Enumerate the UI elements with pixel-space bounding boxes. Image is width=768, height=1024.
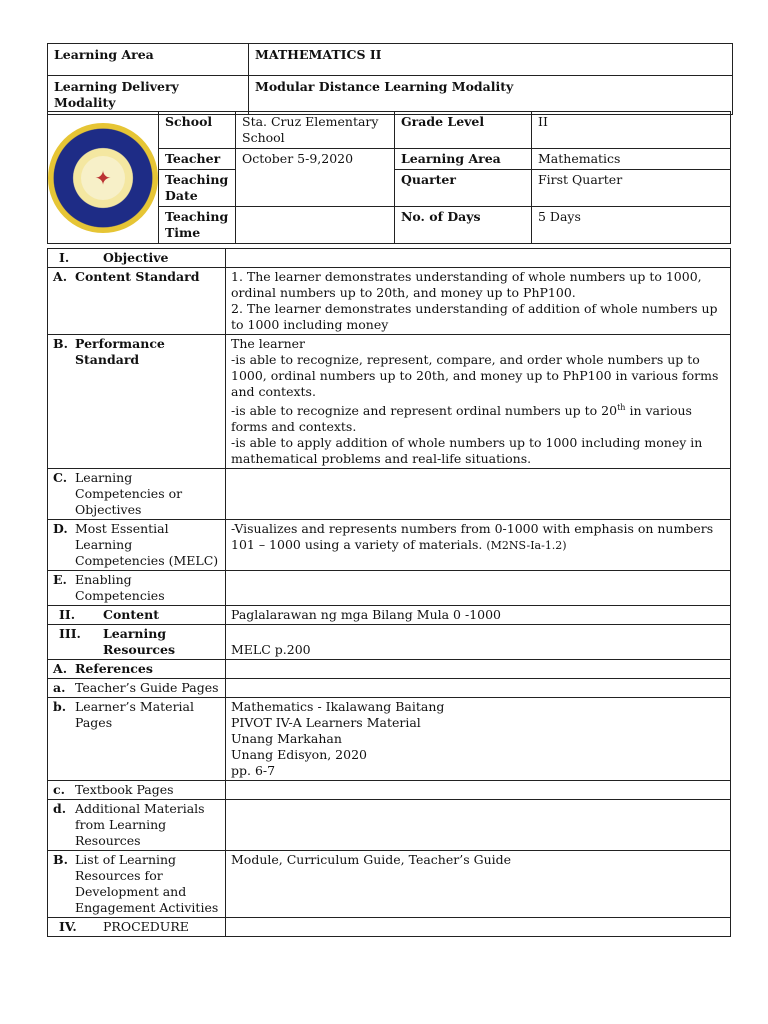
performance-standard-value: The learner -is able to recognize, represent, compare, and order whole numbers up to 1000, ordinal numbers up to 20th, and money up to PhP100 in various forms and contexts. -is able to recognize and represent ordinal numbers up to 20th in various forms and contexts. -is able to apply addition of whole numbers up to 1000 including money in mathematical problems and real-life situations. (226, 335, 731, 469)
enabling-label: E. Enabling Competencies (48, 571, 226, 606)
content-standard-label: A. Content Standard (48, 268, 226, 335)
content-label: II. Content (48, 606, 226, 625)
date-label: Teaching Date (159, 170, 236, 207)
textbook-label: c. Textbook Pages (48, 781, 226, 800)
learning-area-label: Learning Area (48, 44, 249, 76)
resources-label: III. Learning Resources (48, 625, 226, 660)
modality-value: Modular Distance Learning Modality (249, 76, 733, 115)
header-table (47, 43, 733, 115)
days-value: 5 Days (532, 207, 731, 244)
learners-material-label: b. Learner’s Material Pages (48, 698, 226, 781)
melc-value: -Visualizes and represents numbers from 0-1000 with emphasis on numbers 101 – 1000 using a variety of materials. (M2NS-Ia-1.2) (226, 520, 731, 571)
resources-value: MELC p.200 (226, 625, 731, 660)
learning-area-value: MATHEMATICS II (249, 44, 733, 76)
logo-cell (48, 112, 159, 244)
melc-label: D. Most Essential Learning Competencies (MELC) (48, 520, 226, 571)
learners-material-value: Mathematics - Ikalawang Baitang PIVOT IV-A Learners Material Unang Markahan Unang Edisyon, 2020 pp. 6-7 (226, 698, 731, 781)
area-label: Learning Area (395, 149, 532, 170)
performance-standard-label: B. Performance Standard (48, 335, 226, 469)
time-value (236, 207, 395, 244)
school-label: School (159, 112, 236, 149)
time-label: Teaching Time (159, 207, 236, 244)
lesson-plan-table (47, 248, 731, 937)
teacher-label: Teacher (159, 149, 236, 170)
content-standard-value: 1. The learner demonstrates understanding of whole numbers up to 1000, ordinal numbers up to 20th, and money up to PhP100. 2. The learner demonstrates understanding of addition of whole numbers up to 1000 including money (226, 268, 731, 335)
references-label: A. References (48, 660, 226, 679)
school-value: Sta. Cruz Elementary School (236, 112, 395, 149)
modality-label: Learning Delivery Modality (48, 76, 249, 115)
list-value: Module, Curriculum Guide, Teacher’s Guide (226, 851, 731, 918)
objective-row: I. Objective (48, 249, 226, 268)
procedure-label: IV. PROCEDURE (48, 918, 226, 937)
additional-label: d. Additional Materials from Learning Resources (48, 800, 226, 851)
school-seal-icon: ✦ (48, 123, 158, 233)
quarter-label: Quarter (395, 170, 532, 207)
content-value: Paglalarawan ng mga Bilang Mula 0 -1000 (226, 606, 731, 625)
days-label: No. of Days (395, 207, 532, 244)
list-label: B. List of Learning Resources for Development and Engagement Activities (48, 851, 226, 918)
info-table (47, 111, 731, 244)
date-value: October 5-9,2020 (236, 149, 395, 207)
grade-label: Grade Level (395, 112, 532, 149)
grade-value: II (532, 112, 731, 149)
competencies-label: C. Learning Competencies or Objectives (48, 469, 226, 520)
teachers-guide-label: a. Teacher’s Guide Pages (48, 679, 226, 698)
quarter-value: First Quarter (532, 170, 731, 207)
area-value: Mathematics (532, 149, 731, 170)
